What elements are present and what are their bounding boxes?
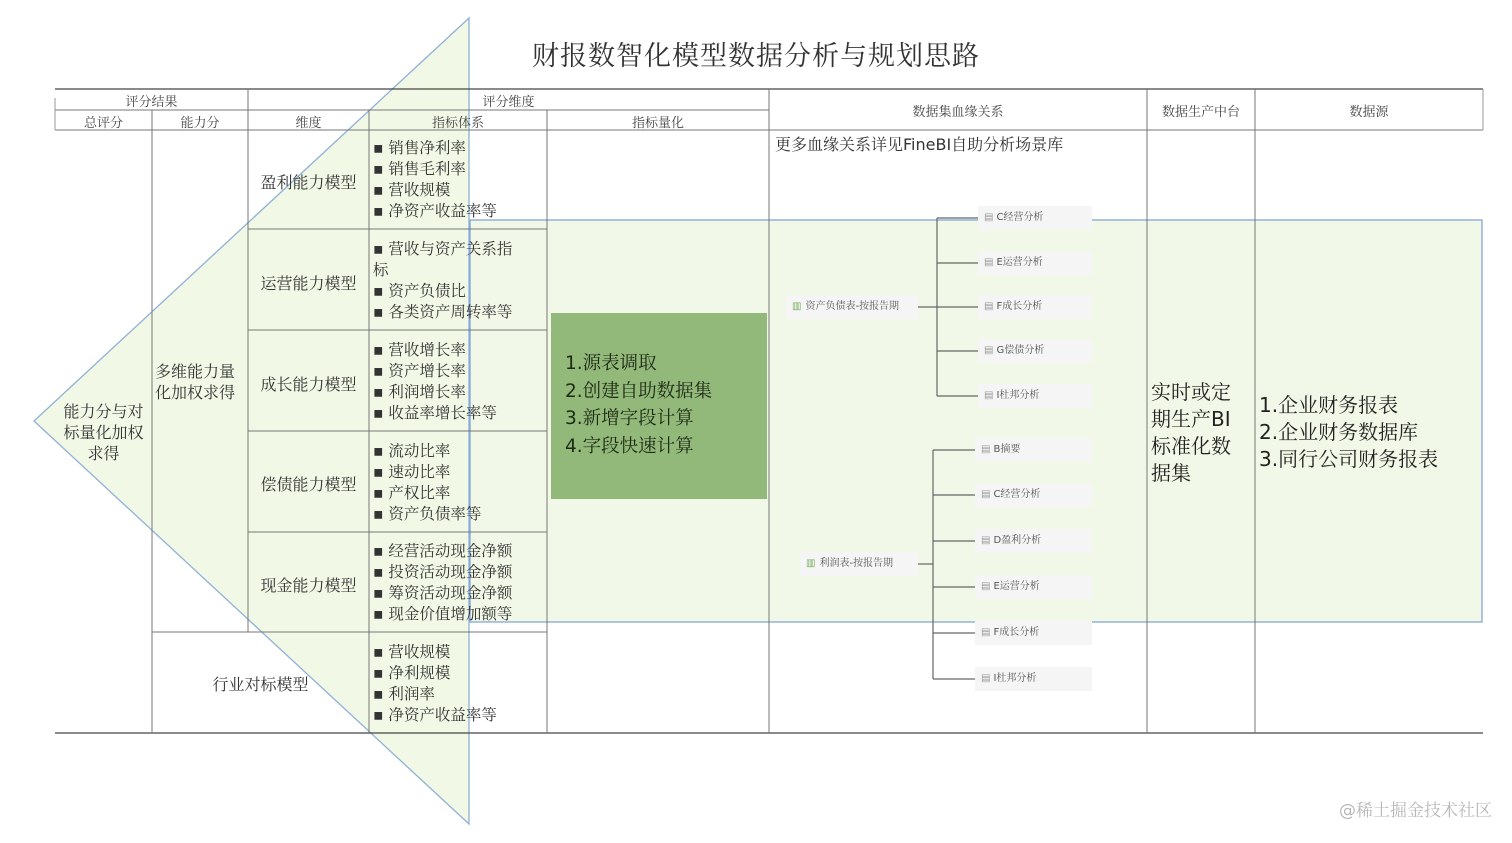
dimension-operation: 运营能力模型 [260, 274, 357, 293]
dataset-icon: ▥ [806, 558, 816, 569]
indicator-item: ▪ 销售净利率 [373, 139, 466, 157]
data-source-item: 1.企业财务报表 [1259, 393, 1399, 417]
indicator-item: ▪ 各类资产周转率等 [373, 303, 513, 321]
header-indicator-quant: 指标量化 [631, 116, 684, 131]
file-icon: ▤ [981, 444, 991, 455]
header-data-source: 数据源 [1349, 105, 1389, 120]
middle-platform-line: 期生产BI [1151, 407, 1231, 431]
lineage-note: 更多血缘关系详见FineBI自助分析场景库 [775, 135, 1064, 154]
lineage-root-label: 利润表-按报告期 [819, 558, 894, 569]
lineage-child-label: F成长分析 [996, 301, 1043, 312]
dimension-cash: 现金能力模型 [260, 576, 357, 595]
lineage-child-label: E运营分析 [993, 581, 1040, 592]
indicator-item: ▪ 营收增长率 [373, 341, 466, 359]
lineage-child-label: I杜邦分析 [993, 673, 1037, 684]
middle-platform-line: 标准化数 [1151, 434, 1231, 458]
lineage-child-node [975, 529, 1092, 553]
indicator-item: ▪ 收益率增长率等 [373, 404, 497, 422]
lineage-child-node [975, 575, 1092, 599]
file-icon: ▤ [981, 489, 991, 500]
lineage-child-node [978, 384, 1092, 408]
ability-line: 化加权求得 [155, 383, 236, 402]
total-score-line: 标量化加权 [63, 423, 144, 442]
header-dimension: 维度 [295, 116, 322, 131]
indicator-item: ▪ 速动比率 [373, 463, 451, 481]
lineage-child-label: C经营分析 [993, 489, 1041, 500]
indicator-item: 标 [373, 261, 389, 279]
lineage-child-label: G偿债分析 [996, 345, 1045, 356]
dimension-solvency: 偿债能力模型 [260, 475, 357, 494]
total-score-line: 求得 [87, 444, 120, 463]
file-icon: ▤ [981, 535, 991, 546]
lineage-root-label: 资产负债表-按报告期 [805, 301, 900, 312]
file-icon: ▤ [981, 673, 991, 684]
indicator-item: ▪ 净利规模 [373, 664, 451, 682]
total-score-line: 能力分与对 [63, 402, 144, 421]
lineage-child-node [975, 438, 1092, 462]
indicator-item: ▪ 现金价值增加额等 [373, 605, 513, 623]
header-ability-score: 能力分 [180, 116, 220, 131]
indicator-item: ▪ 资产负债率等 [373, 505, 482, 523]
lineage-child-label: B摘要 [993, 444, 1021, 455]
header-score-dimension: 评分维度 [482, 95, 535, 110]
file-icon: ▤ [984, 345, 994, 356]
dimension-profitability: 盈利能力模型 [260, 173, 357, 192]
indicator-item: ▪ 营收规模 [373, 643, 451, 661]
lineage-child-label: I杜邦分析 [996, 390, 1040, 401]
lineage-root-node [786, 295, 918, 319]
indicator-item: ▪ 经营活动现金净额 [373, 542, 513, 560]
indicator-item: ▪ 营收与资产关系指 [373, 240, 513, 258]
indicator-item: ▪ 流动比率 [373, 442, 451, 460]
indicator-item: ▪ 营收规模 [373, 181, 451, 199]
lineage-child-node [978, 206, 1092, 230]
data-source-item: 3.同行公司财务报表 [1259, 447, 1439, 471]
lineage-child-node [978, 251, 1092, 275]
lineage-child-node [975, 483, 1092, 507]
file-icon: ▤ [984, 390, 994, 401]
quant-step: 2.创建自助数据集 [565, 380, 713, 402]
indicator-item: ▪ 投资活动现金净额 [373, 563, 513, 581]
lineage-root-node [800, 552, 918, 576]
middle-platform-line: 据集 [1151, 461, 1191, 485]
data-source-item: 2.企业财务数据库 [1259, 420, 1419, 444]
header-middle-platform: 数据生产中台 [1161, 105, 1240, 120]
lineage-child-node [975, 621, 1092, 645]
lineage-child-node [975, 667, 1092, 691]
indicator-item: ▪ 利润增长率 [373, 383, 466, 401]
file-icon: ▤ [984, 257, 994, 268]
lineage-child-label: D盈利分析 [993, 535, 1042, 546]
dimension-growth: 成长能力模型 [260, 375, 357, 394]
watermark: @稀土掘金技术社区 [1339, 801, 1492, 821]
middle-platform-line: 实时或定 [1151, 380, 1231, 404]
lineage-child-node [978, 339, 1092, 363]
indicator-item: ▪ 筹资活动现金净额 [373, 584, 513, 602]
industry-model-label: 行业对标模型 [212, 675, 309, 694]
quant-step: 1.源表调取 [565, 353, 657, 374]
file-icon: ▤ [984, 301, 994, 312]
file-icon: ▤ [981, 581, 991, 592]
ability-line: 多维能力量 [155, 362, 236, 381]
indicator-item: ▪ 资产负债比 [373, 282, 466, 300]
quant-step: 3.新增字段计算 [565, 408, 694, 429]
indicator-item: ▪ 产权比率 [373, 484, 451, 502]
header-lineage: 数据集血缘关系 [912, 105, 1004, 120]
file-icon: ▤ [984, 212, 994, 223]
header-total-score: 总评分 [83, 116, 123, 131]
middle-platform-text [1151, 379, 1251, 487]
lineage-child-node [978, 295, 1092, 319]
lineage-child-label: E运营分析 [996, 257, 1043, 268]
indicator-item: ▪ 资产增长率 [373, 362, 466, 380]
indicator-item: ▪ 净资产收益率等 [373, 706, 497, 724]
indicator-item: ▪ 销售毛利率 [373, 160, 466, 178]
page-title: 财报数智化模型数据分析与规划思路 [532, 41, 980, 72]
data-source-list [1259, 392, 1479, 473]
header-score-result: 评分结果 [125, 95, 178, 110]
lineage-child-label: C经营分析 [996, 212, 1044, 223]
indicator-item: ▪ 净资产收益率等 [373, 202, 497, 220]
header-indicator-system: 指标体系 [431, 116, 484, 131]
dataset-icon: ▥ [792, 301, 802, 312]
quant-step: 4.字段快速计算 [565, 435, 694, 457]
file-icon: ▤ [981, 627, 991, 638]
lineage-child-label: F成长分析 [993, 627, 1040, 638]
indicator-item: ▪ 利润率 [373, 685, 435, 703]
